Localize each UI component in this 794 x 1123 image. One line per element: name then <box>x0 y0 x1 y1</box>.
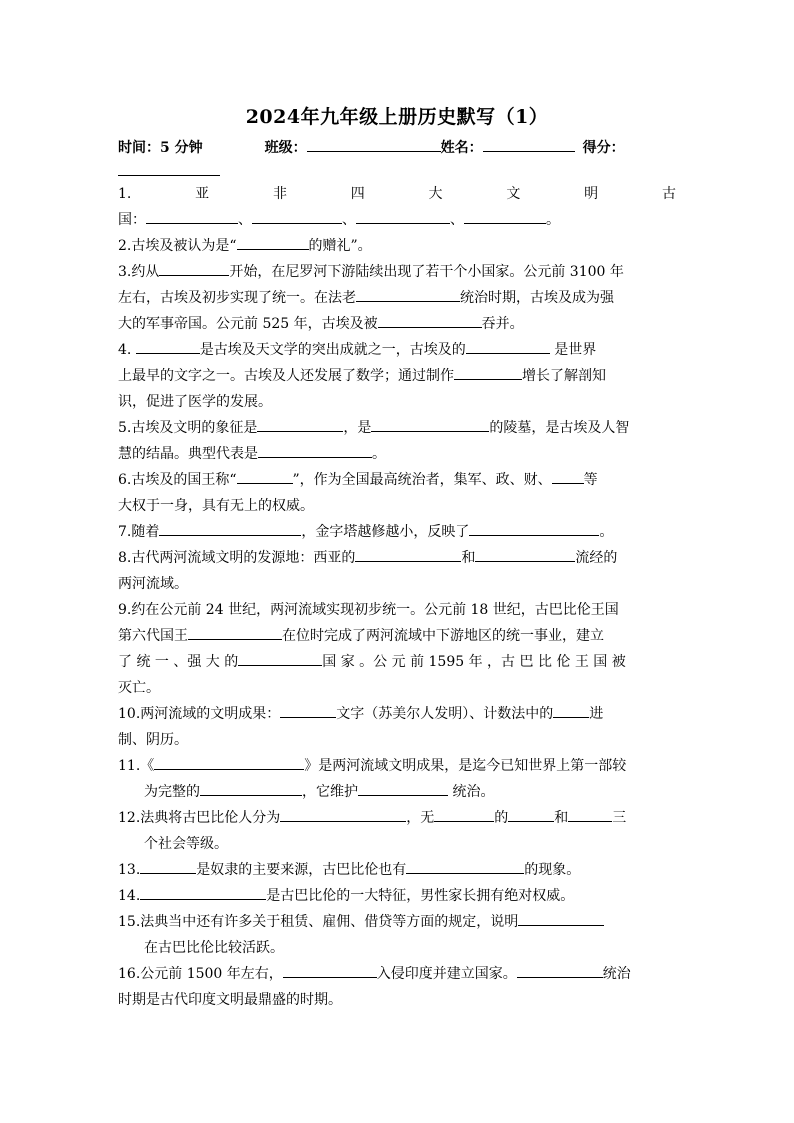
answer-blank[interactable] <box>154 755 304 770</box>
answer-blank[interactable] <box>237 469 293 484</box>
answer-blank[interactable] <box>136 339 200 354</box>
question-1-line-2: 国： 、 、 、 。 <box>118 207 676 233</box>
answer-blank[interactable] <box>469 521 599 536</box>
answer-blank[interactable] <box>283 963 377 978</box>
header-info <box>118 137 676 159</box>
answer-blank[interactable] <box>200 781 302 796</box>
time-label: 时间：5 分钟 <box>118 140 203 156</box>
answer-blank[interactable] <box>252 209 342 224</box>
question-12: 12.法典将古巴比伦人分为 ，无 的 和 三 个社会等级。 <box>118 805 676 857</box>
question-2: 2.古埃及被认为是“ 的赠礼”。 <box>118 233 676 259</box>
answer-blank[interactable] <box>434 807 494 822</box>
question-7: 7.随着 ，金字塔越修越小，反映了 。 <box>118 519 676 545</box>
answer-blank[interactable] <box>159 261 229 276</box>
question-4: 4. 是古埃及天文学的突出成就之一，古埃及的 是世界 上最早的文字之一。古埃及人还发展了数学；通过制作 增长了解剖知 识，促进了医学的发展。 <box>118 337 676 415</box>
answer-blank[interactable] <box>140 885 266 900</box>
answer-blank[interactable] <box>517 963 603 978</box>
answer-blank[interactable] <box>358 781 448 796</box>
question-11: 11.《 》是两河流域文明成果，是迄今已知世界上第一部较 为完整的 ，它维护 统治。 <box>118 753 676 805</box>
question-6: 6.古埃及的国王称“ ”，作为全国最高统治者，集军、政、财、 等 大权于一身，具有无上的权威。 <box>118 467 676 519</box>
class-blank[interactable] <box>307 137 441 152</box>
score-label: 得分： <box>582 140 625 156</box>
question-9: 9.约在公元前 24 世纪，两河流域实现初步统一。公元前 18 世纪，古巴比伦王国 第六代国王 在位时完成了两河流域中下游地区的统一事业，建立 了 统 一 、强 大 的 国 家 。公 元 前 1595 年 ，古 巴 比 伦 王 国 被 灭亡。 <box>118 602 626 696</box>
answer-blank[interactable] <box>552 469 584 484</box>
answer-blank[interactable] <box>258 443 372 458</box>
answer-blank[interactable] <box>464 209 546 224</box>
page-title: 2024年九年级上册历史默写（1） <box>245 106 549 128</box>
question-8: 8.古代两河流域文明的发源地：西亚的 和 流经的 两河流域。 <box>118 545 676 597</box>
answer-blank[interactable] <box>355 547 461 562</box>
question-1-line-1: 1. 亚 非 四 大 文 明 古 <box>118 186 676 202</box>
answer-blank[interactable] <box>280 703 336 718</box>
worksheet <box>118 102 676 1013</box>
name-blank[interactable] <box>483 137 575 152</box>
answer-blank[interactable] <box>553 703 589 718</box>
answer-blank[interactable] <box>378 313 482 328</box>
answer-blank[interactable] <box>475 547 575 562</box>
answer-blank[interactable] <box>406 859 524 874</box>
answer-blank[interactable] <box>237 235 309 250</box>
answer-blank[interactable] <box>238 651 322 666</box>
question-5: 5.古埃及文明的象征是 ，是 的陵墓，是古埃及人智 慧的结晶。典型代表是 。 <box>118 415 676 467</box>
answer-blank[interactable] <box>518 911 604 926</box>
answer-blank[interactable] <box>454 365 522 380</box>
question-16: 16.公元前 1500 年左右， 入侵印度并建立国家。 统治 时期是古代印度文明最鼎盛的时期。 <box>118 961 676 1013</box>
question-13: 13. 是奴隶的主要来源，古巴比伦也有 的现象。 <box>118 857 676 883</box>
answer-blank[interactable] <box>466 339 550 354</box>
answer-blank[interactable] <box>146 209 238 224</box>
answer-blank[interactable] <box>356 287 460 302</box>
question-3: 3.约从 开始，在尼罗河下游陆续出现了若干个小国家。公元前 3100 年 左右，古埃及初步实现了统一。在法老 统治时期，古埃及成为强 大的军事帝国。公元前 525 年，古埃及被 吞并。 <box>118 259 676 337</box>
class-label: 班级： <box>264 140 307 156</box>
question-15: 15.法典当中还有许多关于租赁、雇佣、借贷等方面的规定，说明 在古巴比伦比较活跃。 <box>118 909 676 961</box>
name-label: 姓名： <box>440 140 483 156</box>
answer-blank[interactable] <box>140 859 196 874</box>
score-blank[interactable] <box>118 159 220 176</box>
answer-blank[interactable] <box>280 807 406 822</box>
answer-blank[interactable] <box>356 209 450 224</box>
answer-blank[interactable] <box>371 417 489 432</box>
question-14: 14. 是古巴比伦的一大特征，男性家长拥有绝对权威。 <box>118 883 676 909</box>
answer-blank[interactable] <box>568 807 612 822</box>
question-10: 10.两河流域的文明成果： 文字（苏美尔人发明）、计数法中的 进 制、阴历。 <box>118 701 676 753</box>
answer-blank[interactable] <box>508 807 554 822</box>
answer-blank[interactable] <box>257 417 343 432</box>
answer-blank[interactable] <box>159 521 301 536</box>
answer-blank[interactable] <box>188 625 282 640</box>
